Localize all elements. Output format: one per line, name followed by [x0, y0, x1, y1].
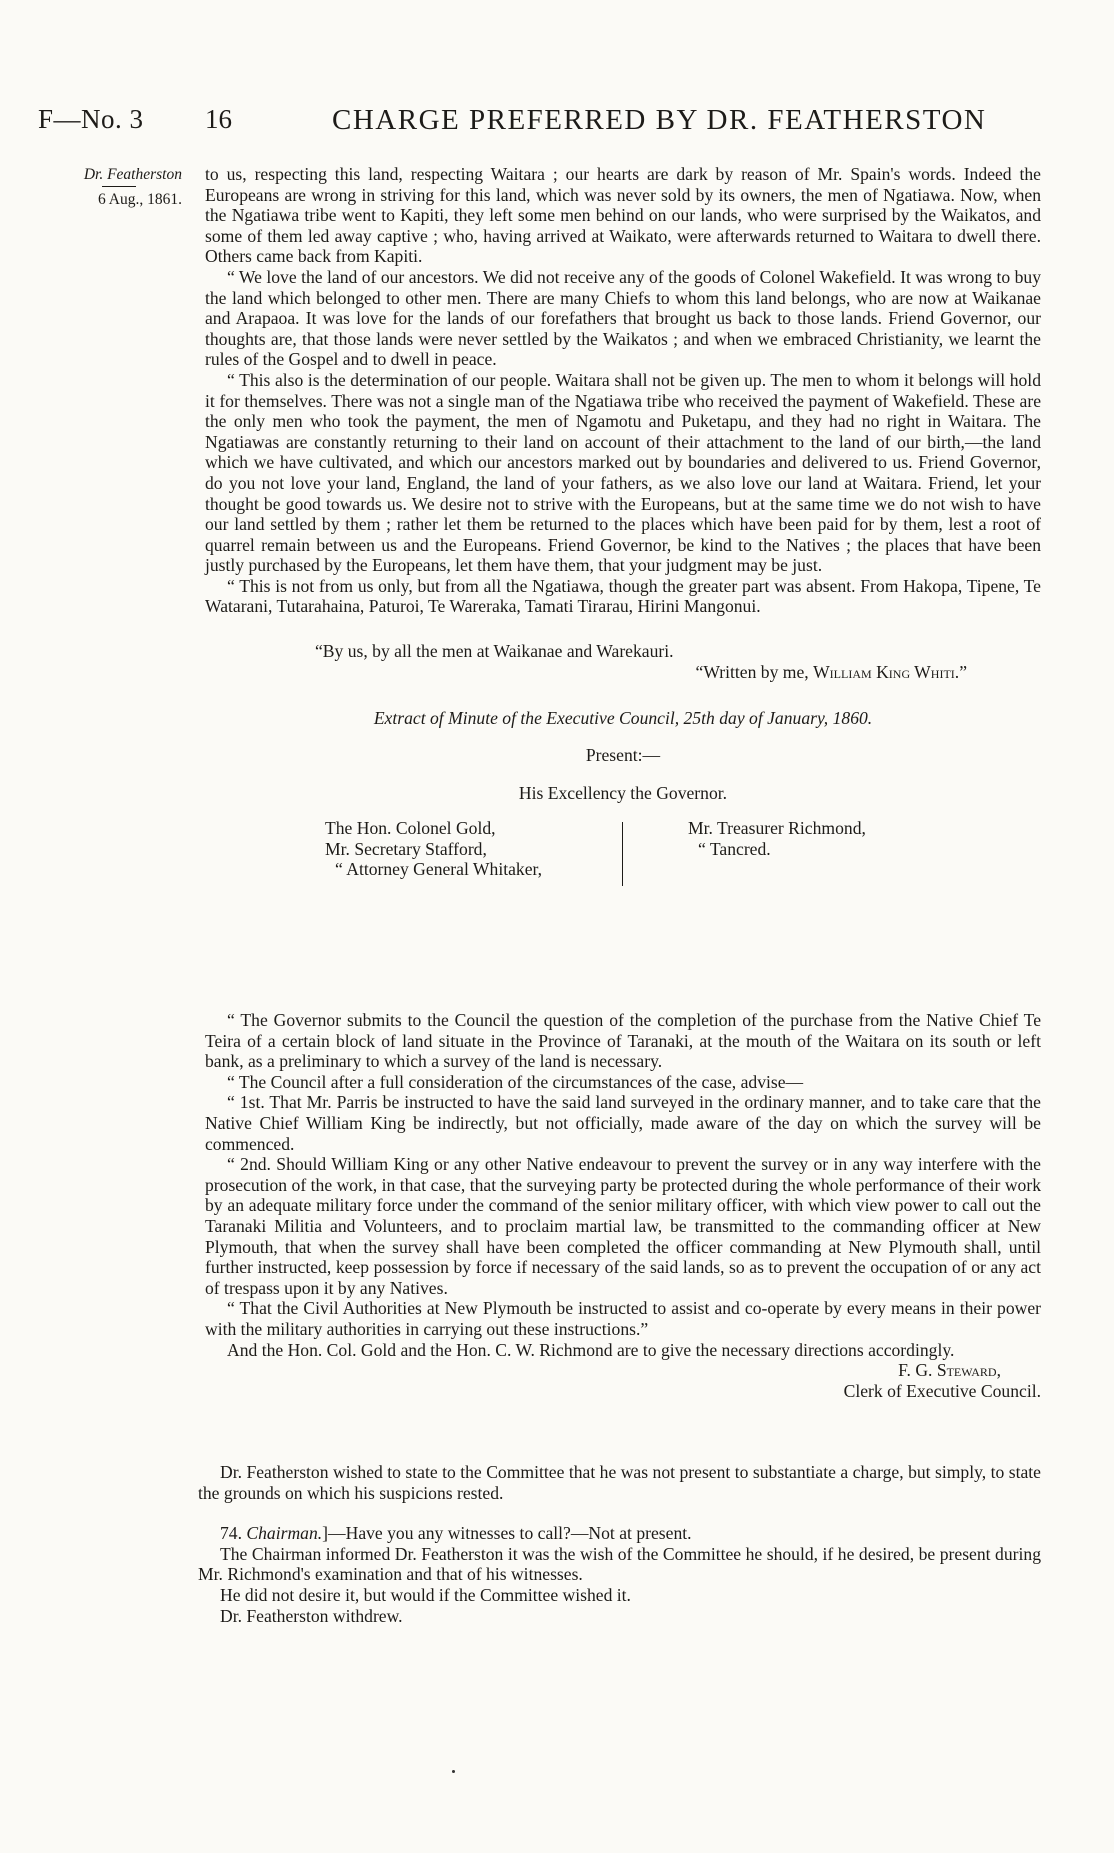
- proceedings-line: The Chairman informed Dr. Featherston it was the wish of the Committee he should, if he desired, be present during Mr. Richmond's examination and that of his witnesses.: [198, 1543, 1041, 1585]
- letter-paragraph: “ This is not from us only, but from all the Ngatiawa, though the greater part was absent. From Hakopa, Tipene, Te Watarani, Tutarahaina, Paturoi, Te Wareraka, Tamati Tirarau, Hirini Mangonui.: [205, 575, 1041, 617]
- page-number: 16: [205, 104, 232, 134]
- minute-paragraph: “ 1st. That Mr. Parris be instructed to have the said land surveyed in the ordinary manner, and to take care that the Native Chief William King be indirectly, but not officially, made aware of the day on which the survey will be commenced.: [205, 1092, 1041, 1154]
- page-title: CHARGE PREFERRED BY DR. FEATHERSTON: [332, 104, 987, 136]
- member-name: “ Tancred.: [698, 838, 771, 859]
- members-right-column: [688, 818, 866, 859]
- margin-note: [64, 162, 182, 213]
- proceedings-line: He did not desire it, but would if the Committee wished it.: [220, 1584, 631, 1605]
- signature-prefix: “Written by me,: [695, 661, 814, 682]
- member-name: Mr. Secretary Stafford,: [325, 838, 487, 859]
- member-name: Mr. Treasurer Richmond,: [688, 818, 866, 839]
- question-speaker: Chairman.: [246, 1523, 323, 1544]
- letter-signoff: “By us, by all the men at Waikanae and Warekauri.: [315, 641, 674, 662]
- letter-paragraph: to us, respecting this land, respecting Waitara ; our hearts are dark by reason of Mr. Spain's words. Indeed the Europeans are wrong in striving for this land, which was never sold by its owners, the men of Ngatiawa. Now, when the Ngatiawa tribe went to Kapiti, they left some men behind on our lands, who were surprised by the Waikatos, and some of them led away captive ; who, having arrived at Waikato, were afterwards returned to Waitara to dwell there. Others came back from Kapiti.: [205, 164, 1041, 267]
- column-divider: [622, 822, 623, 886]
- minute-paragraph: “ The Council after a full consideration of the circumstances of the case, advise—: [227, 1071, 804, 1092]
- proceedings-line: Dr. Featherston withdrew.: [220, 1605, 403, 1626]
- minute-heading: Extract of Minute of the Executive Council, 25th day of January, 1860.: [373, 708, 873, 729]
- signature-close: ”: [959, 661, 967, 682]
- margin-witness: Dr. Featherston: [83, 166, 182, 183]
- question-number: 74.: [220, 1523, 247, 1544]
- member-name: The Hon. Colonel Gold,: [325, 818, 496, 839]
- featherston-statement: Dr. Featherston wished to state to the Committee that he was not present to substantiate a charge, but simply, to state the grounds on which his suspicions rested.: [198, 1462, 1041, 1503]
- minute-body: [205, 1010, 1041, 1401]
- letter-signature: [205, 662, 1041, 683]
- members-left-column: [325, 818, 542, 880]
- margin-date: 6 Aug., 1861.: [98, 191, 182, 208]
- minute-paragraph: “ That the Civil Authorities at New Plymouth be instructed to assist and co-operate by every means in their power with the military authorities in carrying out these instructions.”: [205, 1298, 1041, 1339]
- clerk-title: Clerk of Executive Council.: [843, 1380, 1041, 1401]
- signature-name: William King Whiti.: [813, 661, 960, 682]
- paper-reference: F—No. 3: [38, 104, 144, 134]
- committee-proceedings: [198, 1462, 1041, 1626]
- letter-paragraph: “ This also is the determination of our people. Waitara shall not be given up. The men to whom it belongs will hold it for themselves. There was not a single man of the Ngatiawa tribe who received the payment of Wakefield. These are the only men who took the payment, the men of Ngamotu and Puketapu, and they had no right in Waitara. The Ngatiawas are constantly returning to their land on account of their attachment to the land of our birth,—the land which we have cultivated, and which our ancestors marked out by boundaries and delivered to us. Friend Governor, do you not love your land, England, the land of your fathers, as we also love our land at Waitara. Friend, let your thought be good towards us. We desire not to strive with the Europeans, but at the same time we do not wish to have our land settled by them ; rather let them be returned to the places which have been paid for by them, lest a root of quarrel remain between us and the Europeans. Friend Governor, be kind to the Natives ; the places that have been justly purchased by the Europeans, let them have them, that your judgment may be just.: [205, 369, 1041, 576]
- minute-paragraph: “ 2nd. Should William King or any other Native endeavour to prevent the survey or in any way interfere with the prosecution of the work, in that case, that the surveying party be protected during the whole performance of their work by an adequate military force under the command of the senior military officer, with which view power to call out the Taranaki Militia and Volunteers, and to proclaim martial law, be transmitted to the commanding officer at New Plymouth, that when the survey shall have been completed the officer commanding at New Plymouth shall, until further instructed, keep possession by force if necessary of the said lands, so as to prevent the occupation of or any act of trespass upon it by any Natives.: [205, 1154, 1041, 1298]
- clerk-name: F. G. Steward,: [898, 1360, 1001, 1381]
- letter-paragraph: “ We love the land of our ancestors. We did not receive any of the goods of Colonel Wakefield. It was wrong to buy the land which belonged to other men. There are many Chiefs to whom this land belongs, who are now at Waikanae and Arapaoa. It was love for the lands of our forefathers that brought us back to those lands. Friend Governor, our thoughts are, that those lands were never settled by the Waikatos ; and when we embraced Christianity, we learnt the rules of the Gospel and to dwell in peace.: [205, 266, 1041, 370]
- question-74: [198, 1523, 1041, 1544]
- page-header: [0, 104, 1114, 144]
- minute-excellency: His Excellency the Governor.: [518, 783, 728, 804]
- print-speck: [452, 1770, 455, 1773]
- minute-present: Present:—: [585, 744, 661, 765]
- question-text: ]—Have you any witnesses to call?—Not at present.: [322, 1523, 692, 1544]
- minute-paragraph: “ The Governor submits to the Council the question of the completion of the purchase from the Native Chief Te Teira of a certain block of land situate in the Province of Taranaki, at the mouth of the Waitara on its south or left bank, as a preliminary to which a survey of the land is necessary.: [205, 1010, 1041, 1072]
- member-name: “ Attorney General Whitaker,: [335, 859, 543, 880]
- letter-body: [205, 164, 1041, 888]
- council-members: [205, 818, 1041, 888]
- minute-paragraph: And the Hon. Col. Gold and the Hon. C. W. Richmond are to give the necessary directions accordingly.: [227, 1339, 955, 1360]
